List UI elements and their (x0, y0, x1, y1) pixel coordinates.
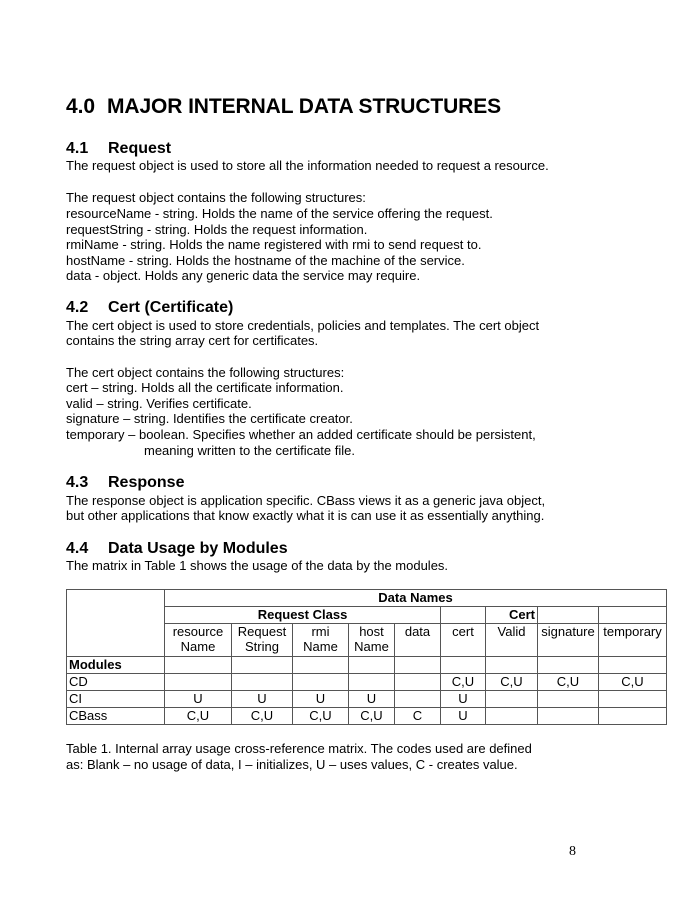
usage-cell (395, 674, 441, 691)
caption-line: as: Blank – no usage of data, I – initializes, U – uses values, C - creates value. (66, 757, 518, 772)
data-usage-matrix (66, 589, 667, 725)
field-header: signature (538, 624, 599, 657)
cert-item: signature – string. Identifies the certificate creator. (66, 411, 353, 426)
module-name: CI (67, 691, 165, 708)
cert-item: cert – string. Holds all the certificate information. (66, 380, 344, 395)
section-heading-cert (66, 299, 233, 317)
empty-header-cell (538, 607, 599, 624)
table-row (67, 691, 667, 708)
chapter-title (66, 95, 501, 119)
usage-cell (395, 691, 441, 708)
data-usage-intro: The matrix in Table 1 shows the usage of the data by the modules. (66, 558, 449, 573)
chapter-number: 4.0 (66, 95, 95, 118)
response-intro-line: but other applications that know exactly what it is can use it as essentially anything. (66, 508, 545, 523)
usage-cell: C,U (599, 674, 667, 691)
empty-header-cell (599, 607, 667, 624)
section-heading-response (66, 474, 184, 492)
section-title: Response (108, 474, 185, 491)
usage-cell (165, 674, 232, 691)
section-heading-data-usage (66, 540, 288, 558)
usage-cell: U (293, 691, 349, 708)
field-header: Valid (486, 624, 538, 657)
section-title: Cert (Certificate) (108, 299, 234, 316)
request-item: hostName - string. Holds the hostname of the machine of the service. (66, 253, 465, 268)
field-header: Request String (232, 624, 293, 657)
section-number: 4.2 (66, 299, 89, 316)
usage-cell (538, 708, 599, 725)
usage-cell: U (232, 691, 293, 708)
usage-cell: C,U (349, 708, 395, 725)
usage-cell (293, 674, 349, 691)
usage-cell (538, 691, 599, 708)
section-title: Data Usage by Modules (108, 540, 288, 557)
cert-intro-line: contains the string array cert for certificates. (66, 333, 319, 348)
chapter-title-text: MAJOR INTERNAL DATA STRUCTURES (107, 95, 502, 118)
response-intro-line: The response object is application specific. CBass views it as a generic java object, (66, 493, 546, 508)
table-row (67, 674, 667, 691)
usage-cell (486, 708, 538, 725)
usage-cell: C,U (538, 674, 599, 691)
data-names-header: Data Names (165, 590, 667, 607)
usage-cell (232, 674, 293, 691)
section-number: 4.3 (66, 474, 89, 491)
usage-cell: U (441, 708, 486, 725)
usage-cell: U (165, 691, 232, 708)
table-row (67, 708, 667, 725)
section-title: Request (108, 140, 172, 157)
page-number: 8 (569, 844, 576, 859)
usage-cell (486, 691, 538, 708)
field-header: temporary (599, 624, 667, 657)
corner-cell (67, 590, 165, 657)
field-header: resource Name (165, 624, 232, 657)
section-heading-request (66, 140, 171, 158)
field-header: data (395, 624, 441, 657)
cert-list-intro: The cert object contains the following structures: (66, 365, 345, 380)
usage-cell: C,U (486, 674, 538, 691)
section-number: 4.4 (66, 540, 89, 557)
usage-cell (599, 708, 667, 725)
caption-line: Table 1. Internal array usage cross-reference matrix. The codes used are defined (66, 741, 532, 756)
cert-intro-line: The cert object is used to store credentials, policies and templates. The cert object (66, 318, 540, 333)
module-name: CBass (67, 708, 165, 725)
request-list-intro: The request object contains the following structures: (66, 190, 366, 205)
usage-cell: U (349, 691, 395, 708)
field-header: rmi Name (293, 624, 349, 657)
usage-cell: C,U (441, 674, 486, 691)
request-item: resourceName - string. Holds the name of the service offering the request. (66, 206, 493, 221)
modules-label: Modules (67, 657, 165, 674)
request-item: data - object. Holds any generic data the service may require. (66, 268, 421, 283)
cert-class-header: Cert (486, 607, 538, 624)
request-class-header: Request Class (165, 607, 441, 624)
usage-cell: C,U (232, 708, 293, 725)
cert-item: valid – string. Verifies certificate. (66, 396, 252, 411)
usage-cell: C,U (293, 708, 349, 725)
modules-label-row (67, 657, 667, 674)
cert-item: temporary – boolean. Specifies whether an added certificate should be persistent, (66, 427, 536, 442)
section-number: 4.1 (66, 140, 89, 157)
empty-header-cell (441, 607, 486, 624)
request-item: requestString - string. Holds the request information. (66, 222, 368, 237)
table-caption (66, 741, 532, 773)
table-header-row (67, 590, 667, 607)
usage-cell: U (441, 691, 486, 708)
module-name: CD (67, 674, 165, 691)
usage-cell (349, 674, 395, 691)
field-header: cert (441, 624, 486, 657)
usage-cell (599, 691, 667, 708)
usage-cell: C,U (165, 708, 232, 725)
cert-item-continuation: meaning written to the certificate file. (144, 443, 355, 458)
request-item: rmiName - string. Holds the name registered with rmi to send request to. (66, 237, 482, 252)
request-intro: The request object is used to store all the information needed to request a resource. (66, 158, 549, 173)
field-header: host Name (349, 624, 395, 657)
usage-cell: C (395, 708, 441, 725)
